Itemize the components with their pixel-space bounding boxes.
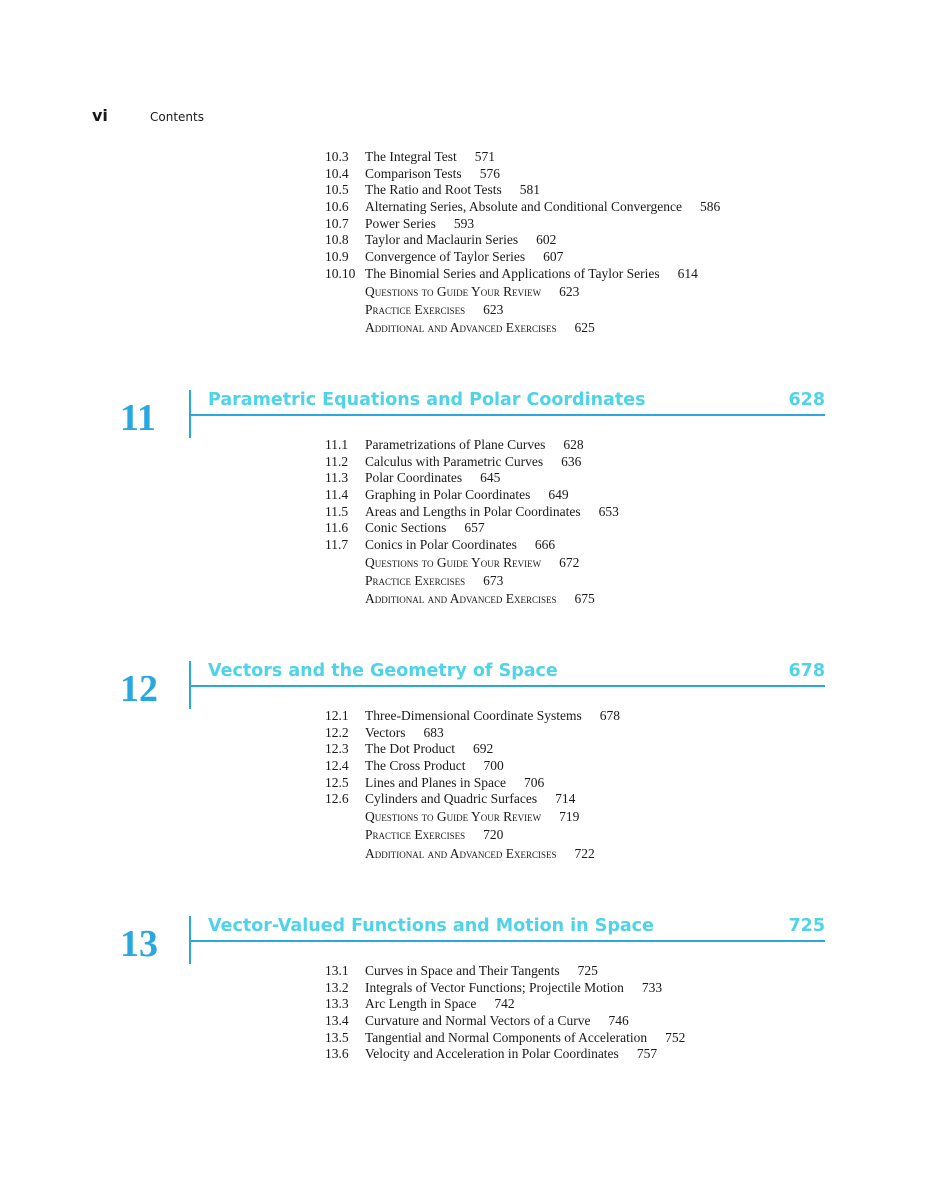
chapter-title: Vectors and the Geometry of Space <box>208 661 558 681</box>
section-title: Curvature and Normal Vectors of a Curve <box>365 1013 591 1029</box>
page-number: 720 <box>483 827 504 843</box>
page-number: 623 <box>483 301 504 317</box>
review-title: Practice Exercises <box>365 573 466 588</box>
section-title: Vectors <box>365 724 406 740</box>
page-number: 746 <box>608 1013 629 1029</box>
page-folio: vi <box>92 106 108 125</box>
section-title: Tangential and Normal Components of Acceleration <box>365 1029 648 1045</box>
section-number: 12.3 <box>325 741 349 757</box>
section-number: 11.3 <box>325 470 349 486</box>
page-number: 576 <box>479 165 500 181</box>
section-number: 13.4 <box>325 1013 349 1029</box>
toc-entry[interactable] <box>325 980 845 997</box>
section-number: 13.1 <box>325 963 349 978</box>
section-title: The Binomial Series and Applications of Taylor Series <box>365 265 660 281</box>
chapter-title: Parametric Equations and Polar Coordinates <box>208 390 646 410</box>
page-number: 623 <box>559 283 580 299</box>
toc-entry[interactable] <box>325 232 845 249</box>
chapter-page: 628 <box>788 390 825 410</box>
toc-review-entry[interactable] <box>325 590 845 608</box>
toc-entry[interactable] <box>325 166 845 183</box>
section-title: Taylor and Maclaurin Series <box>365 232 519 248</box>
section-title: Velocity and Acceleration in Polar Coordinates <box>365 1046 619 1062</box>
toc-entry[interactable] <box>325 149 845 166</box>
page-number: 742 <box>494 996 515 1012</box>
toc-entry[interactable] <box>325 708 845 725</box>
toc-entry[interactable] <box>325 249 845 266</box>
toc-entry[interactable] <box>325 996 845 1013</box>
page-number: 614 <box>677 265 698 281</box>
section-title: Conics in Polar Coordinates <box>365 537 517 553</box>
section-title: Arc Length in Space <box>365 996 477 1012</box>
running-title: Contents <box>150 110 204 124</box>
section-title: Curves in Space and Their Tangents <box>365 963 560 978</box>
toc-chapter-list <box>325 963 845 1063</box>
section-number: 13.3 <box>325 996 349 1012</box>
toc-entry[interactable] <box>325 504 845 521</box>
section-title: Cylinders and Quadric Surfaces <box>365 791 538 807</box>
section-title: Three-Dimensional Coordinate Systems <box>365 708 582 723</box>
page-number: 706 <box>523 774 545 790</box>
toc-entry[interactable] <box>325 470 845 487</box>
section-number: 12.2 <box>325 724 349 740</box>
toc-entry[interactable] <box>325 741 845 758</box>
page-number: 672 <box>559 554 580 570</box>
page-number: 625 <box>574 319 595 335</box>
chapter-title: Vector-Valued Functions and Motion in Space <box>208 916 654 936</box>
review-title: Questions to Guide Your Review <box>365 554 542 570</box>
section-title: Graphing in Polar Coordinates <box>365 487 531 503</box>
section-number: 11.4 <box>325 487 349 503</box>
toc-entry[interactable] <box>325 725 845 742</box>
section-title: Calculus with Parametric Curves <box>365 453 544 469</box>
section-number: 12.6 <box>325 791 349 807</box>
section-number: 13.5 <box>325 1029 349 1045</box>
page-number: 700 <box>483 758 504 774</box>
page-number: 683 <box>423 724 444 740</box>
page-number: 628 <box>563 437 584 452</box>
toc-entry[interactable] <box>325 437 845 454</box>
section-number: 10.5 <box>325 182 349 198</box>
page-number: 571 <box>474 149 496 164</box>
toc-entry[interactable] <box>325 775 845 792</box>
chapter-page: 725 <box>788 916 825 936</box>
toc-entry[interactable] <box>325 537 845 554</box>
review-title: Additional and Advanced Exercises <box>365 591 557 607</box>
page-number: 602 <box>536 232 557 248</box>
section-number: 11.7 <box>325 537 349 553</box>
toc-entry[interactable] <box>325 216 845 233</box>
section-number: 11.2 <box>325 453 349 469</box>
toc-entry[interactable] <box>325 791 845 808</box>
section-number: 10.4 <box>325 165 349 181</box>
review-title: Practice Exercises <box>365 301 466 317</box>
toc-entry[interactable] <box>325 758 845 775</box>
page-number: 586 <box>699 199 721 215</box>
section-title: Comparison Tests <box>365 165 462 181</box>
toc-review-entry[interactable] <box>325 301 845 319</box>
section-number: 11.1 <box>325 437 349 452</box>
toc-entry[interactable] <box>325 963 845 980</box>
page-number: 607 <box>543 249 564 265</box>
section-number: 10.9 <box>325 249 349 265</box>
review-title: Questions to Guide Your Review <box>365 283 542 299</box>
section-number: 12.4 <box>325 758 349 774</box>
section-number: 12.5 <box>325 774 349 790</box>
toc-review-entry[interactable] <box>325 283 845 301</box>
toc-review-entry[interactable] <box>325 845 845 863</box>
section-title: Integrals of Vector Functions; Projectile Motion <box>365 979 624 995</box>
section-number: 13.2 <box>325 979 349 995</box>
section-title: Areas and Lengths in Polar Coordinates <box>365 503 581 519</box>
toc-entry[interactable] <box>325 1030 845 1047</box>
toc-continued-list <box>325 149 845 337</box>
toc-review-entry[interactable] <box>325 826 845 844</box>
page-number: 714 <box>555 791 576 807</box>
toc-entry[interactable] <box>325 454 845 471</box>
review-title: Practice Exercises <box>365 827 466 843</box>
page-number: 649 <box>548 487 569 503</box>
page-number: 636 <box>561 453 582 469</box>
section-number: 13.6 <box>325 1046 349 1062</box>
section-title: The Dot Product <box>365 741 455 757</box>
section-title: Lines and Planes in Space <box>365 774 506 790</box>
page-number: 593 <box>453 215 475 231</box>
toc-entry[interactable] <box>325 487 845 504</box>
section-title: The Integral Test <box>365 149 457 164</box>
section-title: Polar Coordinates <box>365 470 463 486</box>
page-number: 673 <box>483 573 504 588</box>
section-title: Power Series <box>365 215 436 231</box>
section-title: Parametrizations of Plane Curves <box>365 437 546 452</box>
toc-entry[interactable] <box>325 199 845 216</box>
page-number: 719 <box>559 809 580 825</box>
chapter-horizontal-rule <box>189 940 825 942</box>
section-number: 11.5 <box>325 503 349 519</box>
section-number: 10.10 <box>325 265 356 281</box>
review-title: Questions to Guide Your Review <box>365 809 542 825</box>
page-number: 725 <box>577 963 598 978</box>
review-title: Additional and Advanced Exercises <box>365 845 557 861</box>
section-number: 10.8 <box>325 232 349 248</box>
chapter-horizontal-rule <box>189 685 825 687</box>
page-number: 675 <box>574 591 595 607</box>
section-number: 10.6 <box>325 199 349 215</box>
toc-entry[interactable] <box>325 1046 845 1063</box>
section-number: 11.6 <box>325 520 349 536</box>
toc-review-entry[interactable] <box>325 319 845 337</box>
page-number: 581 <box>519 182 541 198</box>
section-title: The Ratio and Root Tests <box>365 182 502 198</box>
chapter-horizontal-rule <box>189 414 825 416</box>
page-number: 722 <box>574 845 595 861</box>
toc-entry[interactable] <box>325 266 845 283</box>
section-number: 10.3 <box>325 149 349 164</box>
toc-chapter-list <box>325 708 845 863</box>
toc-entry[interactable] <box>325 1013 845 1030</box>
toc-entry[interactable] <box>325 520 845 537</box>
chapter-number: 12 <box>120 668 158 710</box>
page-number: 653 <box>598 503 619 519</box>
review-title: Additional and Advanced Exercises <box>365 319 557 335</box>
page-number: 752 <box>665 1029 686 1045</box>
page-number: 733 <box>641 979 663 995</box>
chapter-page: 678 <box>788 661 825 681</box>
section-number: 12.1 <box>325 708 349 723</box>
toc-chapter-list <box>325 437 845 608</box>
toc-review-entry[interactable] <box>325 572 845 590</box>
section-title: The Cross Product <box>365 758 466 774</box>
page-number: 666 <box>534 537 556 553</box>
page-number: 657 <box>464 520 485 536</box>
page-number: 645 <box>480 470 501 486</box>
toc-review-entry[interactable] <box>325 808 845 826</box>
chapter-number: 13 <box>120 923 158 965</box>
page-number: 692 <box>473 741 494 757</box>
toc-review-entry[interactable] <box>325 554 845 572</box>
section-number: 10.7 <box>325 215 349 231</box>
chapter-number: 11 <box>120 397 156 439</box>
toc-entry[interactable] <box>325 182 845 199</box>
page-number: 678 <box>599 708 620 723</box>
section-title: Conic Sections <box>365 520 447 536</box>
section-title: Alternating Series, Absolute and Conditional Convergence <box>365 199 682 215</box>
page-number: 757 <box>636 1046 658 1062</box>
section-title: Convergence of Taylor Series <box>365 249 526 265</box>
